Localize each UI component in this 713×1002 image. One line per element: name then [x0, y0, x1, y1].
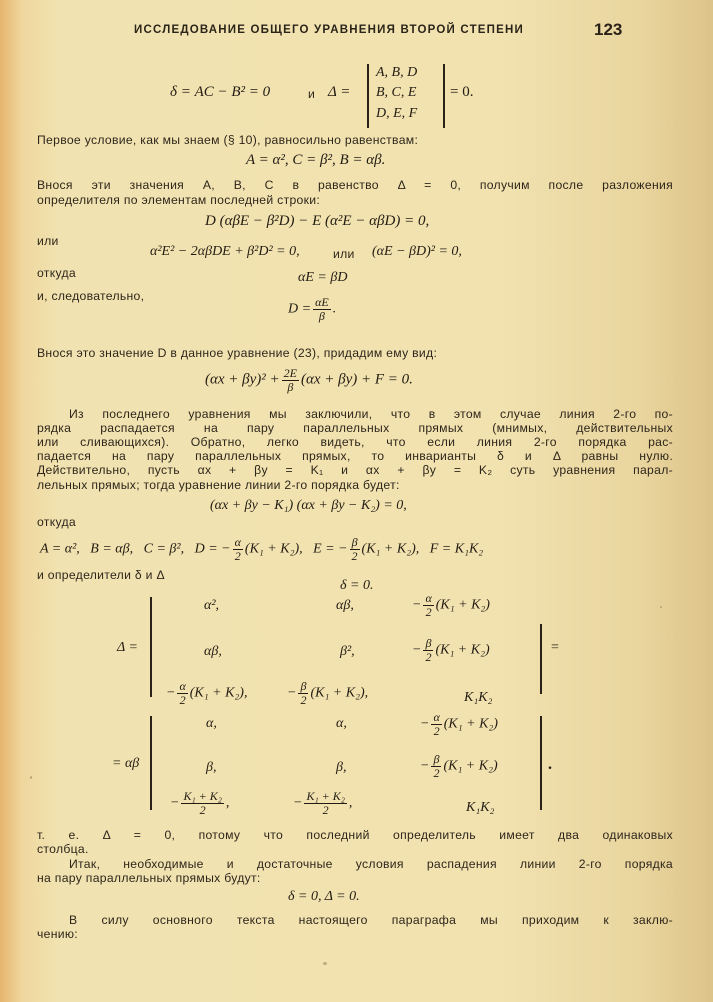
sum: (K₁ + K₂) [435, 642, 490, 658]
determinant-bar-left [367, 64, 369, 128]
paragraph-conclusion-line5 [37, 463, 673, 477]
coef-c: C = β², [143, 541, 185, 557]
fraction [233, 536, 243, 562]
minus: − [420, 758, 430, 774]
text-line: или сливающихся). Обратно, легко видеть, что если линия 2-го порядка рас- [37, 435, 673, 449]
sum: (K₁ + K₂), [310, 685, 369, 701]
equation-quadratic: α²E² − 2αβDE + β²D² = 0, [150, 244, 300, 259]
paragraph-substitute-line2: определителя по элементам последней строки: [37, 193, 321, 207]
paragraph-determinants: и определители δ и Δ [37, 568, 165, 582]
denominator: 2 [199, 802, 206, 817]
paragraph-conclusion-line2 [37, 421, 673, 435]
text-line: т. е. Δ = 0, потому что последний определитель имеет два одинаковых [37, 828, 673, 842]
word-otkuda-2: откуда [37, 515, 76, 529]
det2-r1c3 [420, 711, 498, 737]
det1-r2c2: β², [340, 644, 355, 659]
paragraph-conclusion-line3 [37, 435, 673, 449]
term-a: (αx + βy)² + [205, 371, 280, 388]
denominator: 2 [234, 548, 241, 563]
scan-speck [30, 776, 32, 779]
coef-f: F = K₁K₂ [429, 541, 484, 557]
det1-r1c3 [412, 592, 490, 618]
coef-d-rest: (K₁ + K₂), [244, 541, 303, 557]
coef-a: A = α², [40, 541, 80, 557]
det1-r3c1 [166, 680, 247, 706]
minus: − [420, 716, 430, 732]
fraction [313, 296, 331, 322]
comma: , [348, 795, 353, 811]
sum: (K₁ + K₂) [435, 597, 490, 613]
det2-label: = αβ [112, 756, 140, 771]
paragraph-necessary-line2: на пару параллельных прямых будут: [37, 871, 261, 885]
det2-r2c3 [420, 753, 498, 779]
numerator: β [351, 535, 358, 549]
page-number: 123 [594, 20, 623, 39]
numerator: β [300, 679, 307, 693]
conjunction: и [308, 87, 316, 101]
paragraph-conclusion-line1 [69, 407, 673, 421]
sum: (K₁ + K₂) [443, 758, 498, 774]
word-ili: или [37, 234, 59, 248]
text-line: падается на пару параллельных прямых, то инварианты δ и Δ равны нулю. [37, 449, 673, 463]
denominator: 2 [179, 692, 186, 707]
coef-d-lhs: D = − [194, 541, 231, 557]
paragraph-substitute-line1 [37, 178, 673, 192]
equation-delta-small: δ = AC − B² = 0 [170, 84, 271, 100]
delta-label: Δ = [328, 84, 351, 100]
scan-speck [660, 606, 662, 608]
fraction [431, 753, 441, 779]
coef-e-lhs: E = − [313, 541, 348, 557]
coef-b: B = αβ, [90, 541, 134, 557]
minus: − [412, 642, 422, 658]
denominator: β [318, 308, 325, 323]
equation-reduced [205, 367, 413, 393]
scan-speck [323, 962, 327, 965]
numerator: α [433, 710, 440, 724]
paragraph-conclusion-line4 [37, 449, 673, 463]
det2-period: . [548, 756, 552, 773]
paragraph-first-condition: Первое условие, как мы знаем (§ 10), равносильно равенствам: [37, 133, 419, 147]
running-header: ИССЛЕДОВАНИЕ ОБЩЕГО УРАВНЕНИЯ ВТОРОЙ СТЕПЕНИ [134, 24, 524, 36]
minus: − [293, 795, 303, 811]
det1-r3c3: K₁K₂ [464, 690, 493, 705]
numerator: K₁ + K₂ [306, 789, 345, 803]
fraction [304, 790, 346, 816]
numerator: αE [315, 295, 329, 309]
det2-r2c2: β, [336, 760, 347, 775]
numerator: 2E [283, 366, 297, 380]
det2-r3c1 [170, 790, 229, 816]
lhs: D = [288, 301, 312, 317]
paragraph-substitute-d: Внося это значение D в данное уравнение (23), придадим ему вид: [37, 346, 438, 360]
text-line: В силу основного текста настоящего параграфа мы приходим к заклю- [69, 913, 673, 927]
determinant-bar-right [443, 64, 445, 128]
comma: , [225, 795, 230, 811]
denominator: β [287, 379, 294, 394]
minus: − [166, 685, 176, 701]
det1-r1c2: αβ, [336, 598, 354, 613]
fraction [431, 711, 441, 737]
fraction [298, 680, 308, 706]
det1-r1c1: α², [204, 598, 220, 613]
denominator: 2 [322, 802, 329, 817]
fraction [177, 680, 187, 706]
fraction [350, 536, 360, 562]
numerator: α [425, 591, 432, 605]
equation-final-conditions: δ = 0, Δ = 0. [288, 889, 360, 904]
det1-r2c3 [412, 637, 490, 663]
fraction [282, 367, 299, 393]
paragraph-identical-columns-line1 [37, 828, 673, 842]
paragraph-closing-line2: чению: [37, 927, 78, 941]
term-b: (αx + βy) + F = 0. [301, 371, 413, 388]
period: . [332, 301, 337, 317]
equation-product: (αx + βy − K₁) (αx + βy − K₂) = 0, [210, 498, 407, 513]
numerator: β [425, 636, 432, 650]
det2-r3c2 [293, 790, 352, 816]
word-otkuda: откуда [37, 266, 76, 280]
numerator: α [179, 679, 186, 693]
denominator: 2 [425, 649, 432, 664]
det1-equals: = [551, 640, 559, 655]
sum: (K₁ + K₂) [443, 716, 498, 732]
det1-r2c1: αβ, [204, 644, 222, 659]
paragraph-necessary-line1 [69, 857, 673, 871]
text-line: Итак, необходимые и достаточные условия распадения линии 2-го порядка [69, 857, 673, 871]
equation-d-value [288, 296, 336, 322]
det2-bar-left [150, 716, 152, 810]
denominator: 2 [425, 604, 432, 619]
equation-abc: A = α², C = β², B = αβ. [246, 152, 386, 168]
sum: (K₁ + K₂), [189, 685, 248, 701]
denominator: 2 [433, 765, 440, 780]
minus: − [412, 597, 422, 613]
phrase-therefore: и, следовательно, [37, 289, 145, 303]
paragraph-identical-columns-line2: столбца. [37, 842, 89, 856]
fraction [423, 592, 433, 618]
denominator: 2 [433, 723, 440, 738]
minus: − [170, 795, 180, 811]
det1-bar-right [540, 624, 542, 694]
fraction [423, 637, 433, 663]
numerator: α [234, 535, 241, 549]
det1-label: Δ = [117, 640, 138, 655]
det1-bar-left [150, 597, 152, 697]
text-line: Из последнего уравнения мы заключили, что в этом случае линия 2-го по- [69, 407, 673, 421]
equals-zero: = 0. [450, 84, 474, 100]
numerator: β [433, 752, 440, 766]
det2-r1c1: α, [206, 716, 217, 731]
numerator: K₁ + K₂ [183, 789, 222, 803]
det-row-1: A, B, D [376, 65, 418, 80]
denominator: 2 [351, 548, 358, 563]
text-line: Действительно, пусть αx + βy = K₁ и αx + βy = K₂ суть уравнения парал- [37, 463, 673, 477]
equation-square: (αE − βD)² = 0, [372, 244, 462, 259]
det2-bar-right [540, 716, 542, 810]
word-ili-inline: или [333, 247, 355, 261]
paragraph-closing-line1 [69, 913, 673, 927]
equation-ae-bd: αE = βD [298, 270, 348, 285]
coef-e-rest: (K₁ + K₂), [361, 541, 420, 557]
equation-delta-zero: δ = 0. [340, 578, 374, 593]
paragraph-conclusion-line6: лельных прямых; тогда уравнение линии 2-го порядка будет: [37, 478, 400, 492]
fraction [181, 790, 223, 816]
det2-r1c2: α, [336, 716, 347, 731]
minus: − [287, 685, 297, 701]
det2-r2c1: β, [206, 760, 217, 775]
denominator: 2 [300, 692, 307, 707]
det2-r3c3: K₁K₂ [466, 800, 495, 815]
det-row-2: B, C, E [376, 85, 417, 100]
equation-expansion: D (αβE − β²D) − E (α²E − αβD) = 0, [205, 213, 430, 229]
text-line: Внося эти значения A, B, C в равенство Δ = 0, получим после разложения [37, 178, 673, 192]
text-line: рядка распадается на пару параллельных прямых (мнимых, действительных [37, 421, 673, 435]
det-row-3: D, E, F [376, 106, 418, 121]
det1-r3c2 [287, 680, 368, 706]
equation-coefficients [40, 536, 483, 562]
